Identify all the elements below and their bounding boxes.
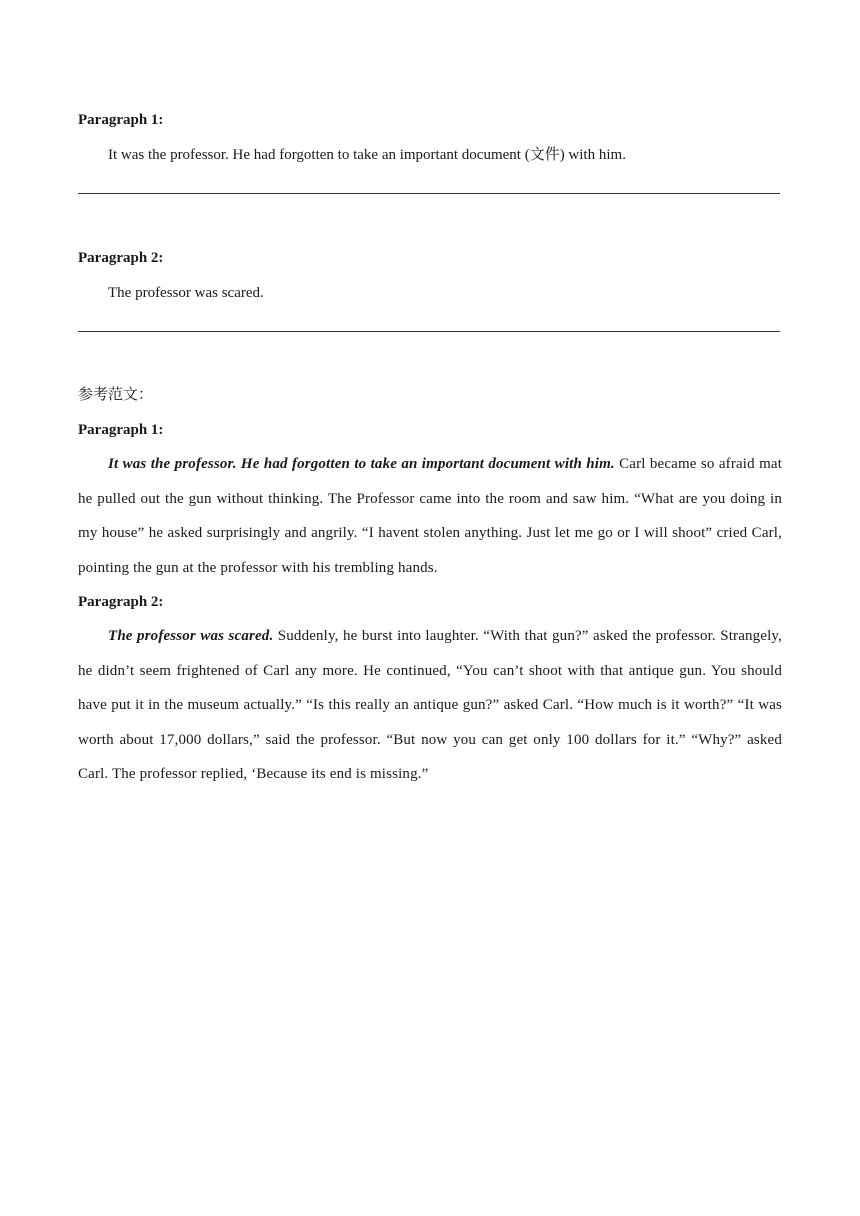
sample-paragraph-2-body	[78, 619, 782, 792]
sample-essay-label: 参考范文：	[78, 387, 154, 403]
paragraph-1-heading: Paragraph 1:	[78, 112, 164, 128]
answer-line-1	[78, 193, 780, 194]
sample-paragraph-1-lead: It was the professor. He had forgotten to take an important document with him.	[108, 456, 615, 472]
sample-paragraph-2-lead: The professor was scared.	[108, 628, 274, 644]
sample-paragraph-1-body	[78, 447, 782, 585]
sample-paragraph-2-text: Suddenly, he burst into laughter. “With that gun?” asked the professor. Strangely, he didn’t seem frightened of Carl any more. He continued, “You can’t shoot with that antique gun. You should have put it in the museum actually.” “Is this really an antique gun?” asked Carl. “How much is it worth?” “It was worth about 17,000 dollars,” said the professor. “But now you can get only 100 dollars for it.” “Why?” asked Carl. The professor replied, ‘Because its end is missing.”	[78, 628, 782, 782]
sample-paragraph-1-text: Carl became so afraid mat he pulled out the gun without thinking. The Professor came into the room and saw him. “What are you doing in my house” he asked surprisingly and angrily. “I havent stolen anything. Just let me go or I will shoot” cried Carl, pointing the gun at the professor with his trembling hands.	[78, 456, 783, 576]
paragraph-1-prompt: It was the professor. He had forgotten to take an important document (文件) with him.	[108, 147, 626, 163]
sample-paragraph-2-heading: Paragraph 2:	[78, 594, 164, 610]
paragraph-2-prompt: The professor was scared.	[108, 285, 264, 301]
answer-line-2	[78, 331, 780, 332]
sample-paragraph-1-heading: Paragraph 1:	[78, 422, 164, 438]
paragraph-2-heading: Paragraph 2:	[78, 250, 164, 266]
